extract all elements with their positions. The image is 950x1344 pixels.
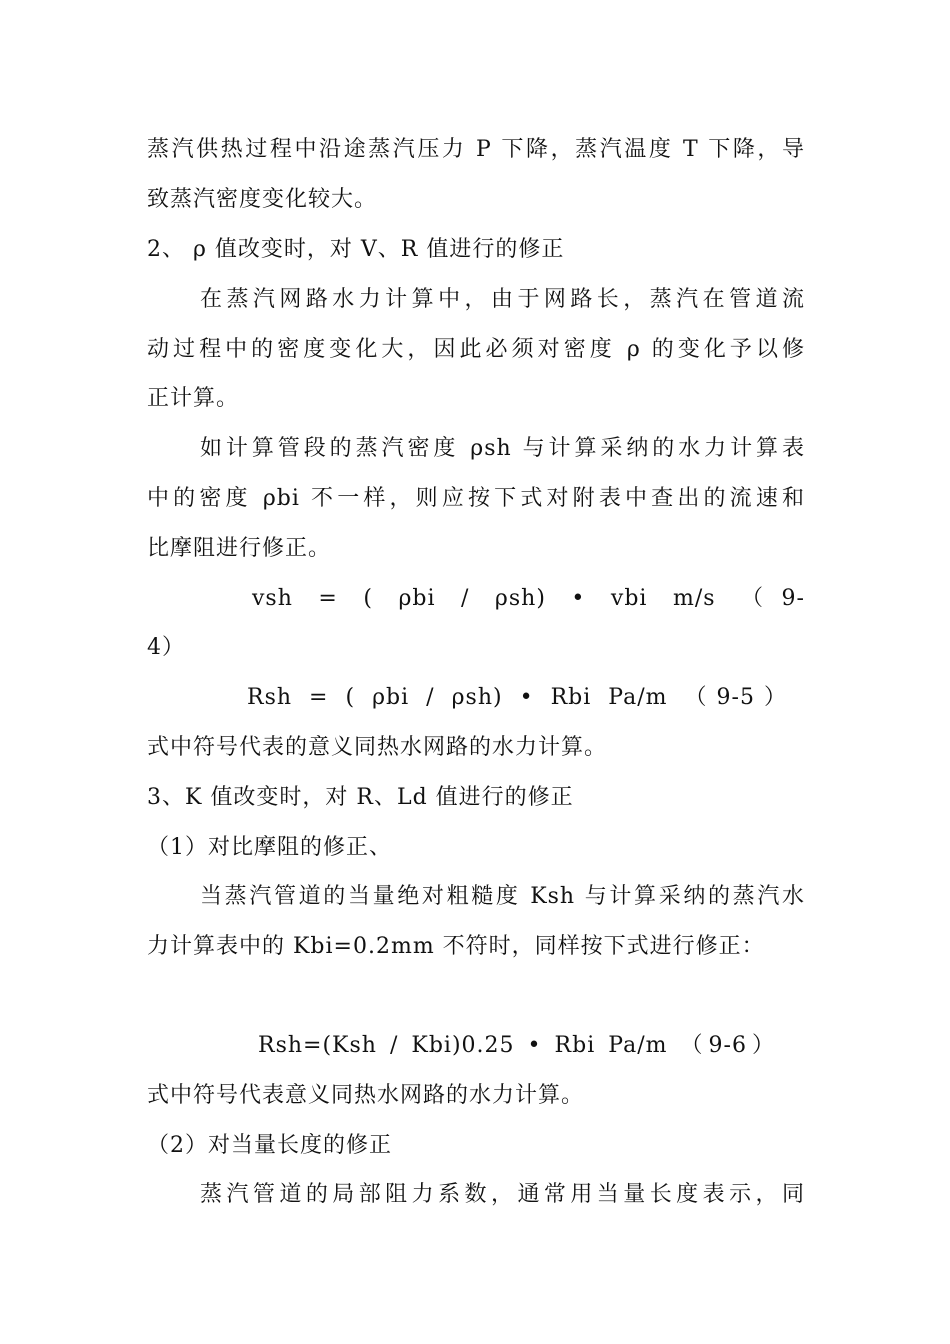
section-heading: 3、K 值改变时，对 R、Ld 值进行的修正 (147, 785, 574, 810)
paragraph-line: 式中符号代表意义同热水网路的水力计算。 (147, 1083, 585, 1108)
section-heading: 2、 ρ 值改变时，对 V、R 值进行的修正 (147, 237, 565, 262)
paragraph-line: 在蒸汽网路水力计算中，由于网路长，蒸汽在管道流 (200, 287, 805, 312)
paragraph-line: 致蒸汽密度变化较大。 (147, 187, 378, 212)
subsection-heading: （2）对当量长度的修正 (147, 1133, 392, 1158)
paragraph-line: 蒸汽管道的局部阻力系数，通常用当量长度表示，同 (200, 1182, 805, 1207)
formula-line: Rsh = ( ρbi / ρsh) • Rbi Pa/m （9-5） (247, 685, 787, 710)
formula-line: 4） (147, 635, 185, 660)
paragraph-line: 式中符号代表的意义同热水网路的水力计算。 (147, 735, 608, 760)
paragraph-line: 如计算管段的蒸汽密度 ρsh 与计算采纳的水力计算表 (200, 436, 805, 461)
paragraph-line: 中的密度 ρbi 不一样，则应按下式对附表中查出的流速和 (147, 486, 805, 511)
paragraph-line: 动过程中的密度变化大，因此必须对密度 ρ 的变化予以修 (147, 337, 805, 362)
paragraph-line: 正计算。 (147, 386, 240, 411)
formula-line: vsh = ( ρbi / ρsh) • vbi m/s （9- (252, 586, 805, 611)
paragraph-line: 力计算表中的 Kbi=0.2mm 不符时，同样按下式进行修正： (147, 934, 765, 959)
paragraph-line: 蒸汽供热过程中沿途蒸汽压力 P 下降，蒸汽温度 T 下降，导 (147, 137, 805, 162)
formula-line: Rsh=(Ksh / Kbi)0.25 • Rbi Pa/m （9-6） (258, 1033, 775, 1058)
subsection-heading: （1）对比摩阻的修正、 (147, 835, 392, 860)
paragraph-line: 当蒸汽管道的当量绝对粗糙度 Ksh 与计算采纳的蒸汽水 (200, 884, 805, 909)
paragraph-line: 比摩阻进行修正。 (147, 536, 332, 561)
